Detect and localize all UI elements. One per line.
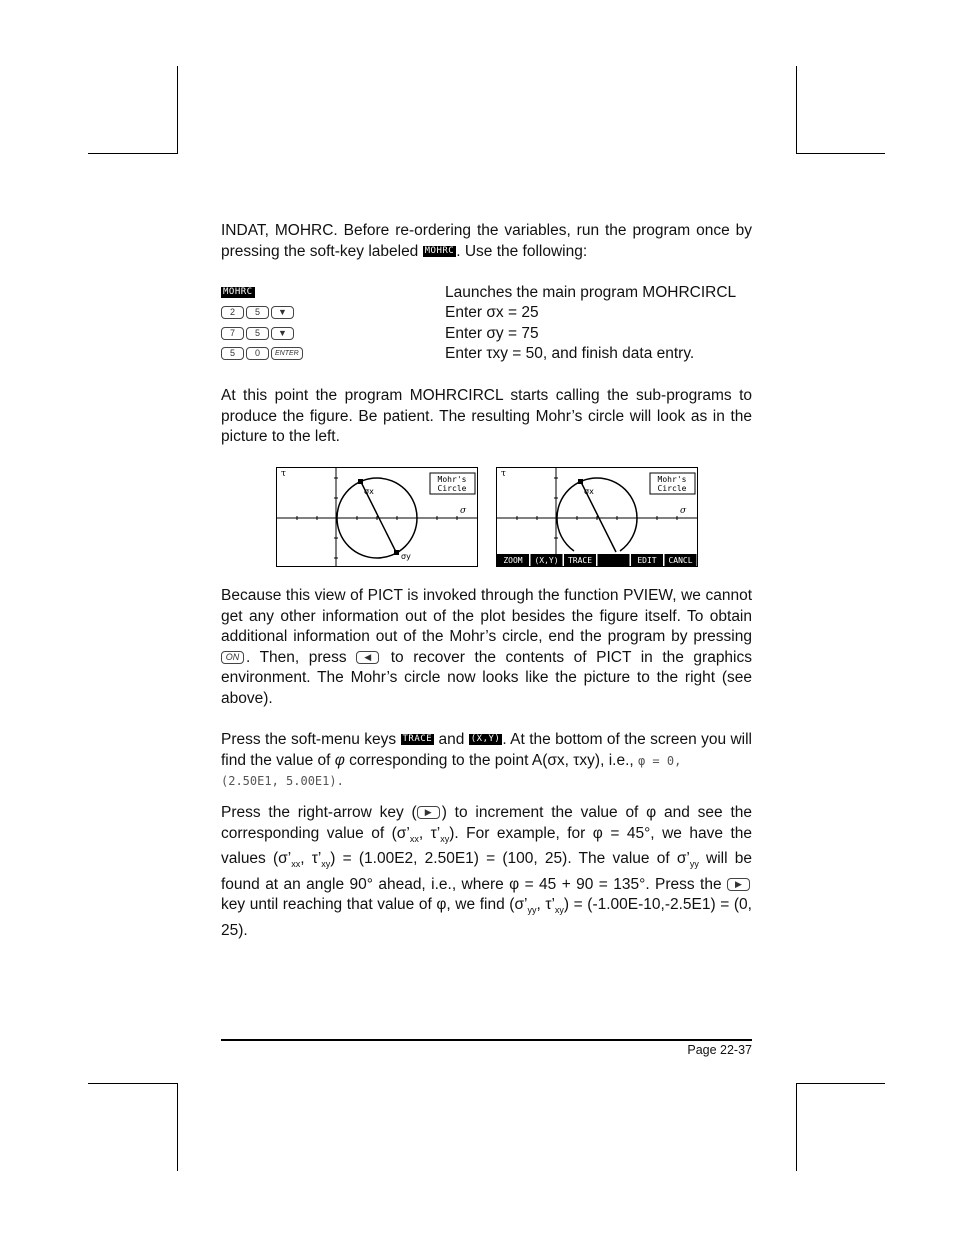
key-desc-4: Enter τxy = 50, and finish data entry. xyxy=(445,345,695,362)
subscript: xx xyxy=(291,859,301,870)
sigma-x-label: σx xyxy=(584,487,594,496)
text: ) = (1.00E2, 2.50E1) = (100, 25). The value of σ’ xyxy=(330,850,690,868)
page-number: Page 22-37 xyxy=(687,1043,752,1057)
tau-axis-label: τ xyxy=(281,469,286,479)
mohrc-softkey: MOHRC xyxy=(424,245,455,256)
screen-title-2: Circle xyxy=(437,484,467,493)
down-arrow-key: ▼ xyxy=(271,306,294,319)
subscript: yy xyxy=(527,905,537,916)
text: . Then, press xyxy=(246,648,357,666)
menu-trace: TRACE xyxy=(567,556,593,565)
crop-mark xyxy=(177,66,178,154)
crop-mark xyxy=(88,153,177,154)
key-5: 5 xyxy=(246,327,269,340)
text: . At the bottom of the screen you will find the value of xyxy=(221,731,752,769)
sigma-axis-label: σ xyxy=(460,506,467,516)
code-coords: (2.50E1, 5.00E1). xyxy=(221,774,344,788)
paragraph-2: At this point the program MOHRCIRCL starts calling the sub-programs to produce the figure. Be patient. The resulting Mohr’s circle will look as in the picture to the left. xyxy=(221,387,752,445)
soft-menu-bar xyxy=(497,554,697,566)
code-phi: φ = 0, xyxy=(637,753,682,768)
subscript: xx xyxy=(409,833,419,844)
paragraph-3 xyxy=(221,586,752,709)
key-5: 5 xyxy=(246,306,269,319)
menu-zoom: ZOOM xyxy=(503,556,523,565)
key-desc-3: Enter σy = 75 xyxy=(445,325,539,342)
key-2: 2 xyxy=(221,306,244,319)
right-arrow-key: ▶ xyxy=(417,806,440,819)
menu-xy: (X,Y) xyxy=(534,556,559,565)
key-desc-1: Launches the main program MOHRCIRCL xyxy=(445,284,737,301)
subscript: xy xyxy=(440,833,450,844)
crop-mark xyxy=(796,153,885,154)
text: ) to increment the value of φ and see the corresponding value of (σ’ xyxy=(221,804,753,842)
subscript: xy xyxy=(554,905,564,916)
sigma-x-label: σx xyxy=(364,487,374,496)
text: and xyxy=(434,731,469,748)
text: corresponding to the point A(σx, τxy), i.e., xyxy=(344,751,638,769)
screen-title-1: Mohr's xyxy=(437,475,467,484)
text: ) = (-1.00E-10,-2.5E1) = (0, 25). xyxy=(221,896,752,939)
left-arrow-key: ◀ xyxy=(356,651,379,664)
key-5: 5 xyxy=(221,347,244,360)
text: INDAT, MOHRC. Before re-ordering the variables, run the program once by pressing the soft-key labeled xyxy=(221,222,752,260)
text: , τ’ xyxy=(418,824,441,842)
right-arrow-key: ▶ xyxy=(727,878,750,891)
text: key until reaching that value of φ, we find (σ’ xyxy=(221,896,528,914)
mohrc-softkey: MOHRC xyxy=(223,287,253,298)
menu-cancl: CANCL xyxy=(668,556,693,565)
menu-edit: EDIT xyxy=(637,556,657,565)
paragraph-4 xyxy=(221,730,752,792)
key-row-2 xyxy=(221,303,296,323)
sigma-y-label: σy xyxy=(401,552,411,561)
crop-mark xyxy=(796,1083,797,1171)
text: , τ’ xyxy=(300,850,322,868)
calculator-screen-right xyxy=(496,467,698,567)
paragraph-5 xyxy=(221,803,752,941)
screen-title-1: Mohr's xyxy=(657,475,687,484)
crop-mark xyxy=(177,1083,178,1171)
footer-rule xyxy=(221,1039,752,1041)
text: Press the soft-menu keys xyxy=(221,731,401,748)
key-0: 0 xyxy=(246,347,269,360)
down-arrow-key: ▼ xyxy=(271,327,294,340)
text: Press the right-arrow key ( xyxy=(221,804,417,821)
key-row-3 xyxy=(221,324,296,344)
key-7: 7 xyxy=(221,327,244,340)
crop-mark xyxy=(796,1083,885,1084)
crop-mark xyxy=(796,66,797,154)
subscript: xy xyxy=(321,859,331,870)
text: , τ’ xyxy=(536,896,555,914)
phi-symbol: φ xyxy=(334,751,345,769)
intro-paragraph xyxy=(221,221,752,262)
xy-softkey: (X,Y) xyxy=(470,734,501,745)
trace-softkey: TRACE xyxy=(402,734,433,745)
text: ). For example, for φ = 45°, we have the values (σ’ xyxy=(221,824,753,868)
tau-axis-label: τ xyxy=(501,469,506,479)
key-row-1 xyxy=(221,283,255,303)
subscript: yy xyxy=(689,859,699,870)
mohr-circle-plot-right xyxy=(497,468,697,566)
enter-key: ENTER xyxy=(271,347,303,360)
text: . Use the following: xyxy=(456,242,588,260)
mohr-circle-plot-left xyxy=(277,468,477,566)
sigma-axis-label: σ xyxy=(680,506,687,516)
screen-title-2: Circle xyxy=(657,484,687,493)
crop-mark xyxy=(88,1083,177,1084)
on-key: ON xyxy=(221,651,244,664)
key-row-4 xyxy=(221,344,305,364)
text: to recover the contents of PICT in the graphics environment. The Mohr’s circle now looks like the picture to the right (see above). xyxy=(221,648,752,707)
calculator-screen-left xyxy=(276,467,478,567)
text: Because this view of PICT is invoked through the function PVIEW, we cannot get any other information out of the plot besides the figure itself. To obtain additional information out of the Mohr’s circle, end the program by pressing xyxy=(221,587,752,645)
key-desc-2: Enter σx = 25 xyxy=(445,304,539,321)
text: will be found at an angle 90° ahead, i.e., where φ = 45 + 90 = 135°. Press the xyxy=(221,850,753,893)
